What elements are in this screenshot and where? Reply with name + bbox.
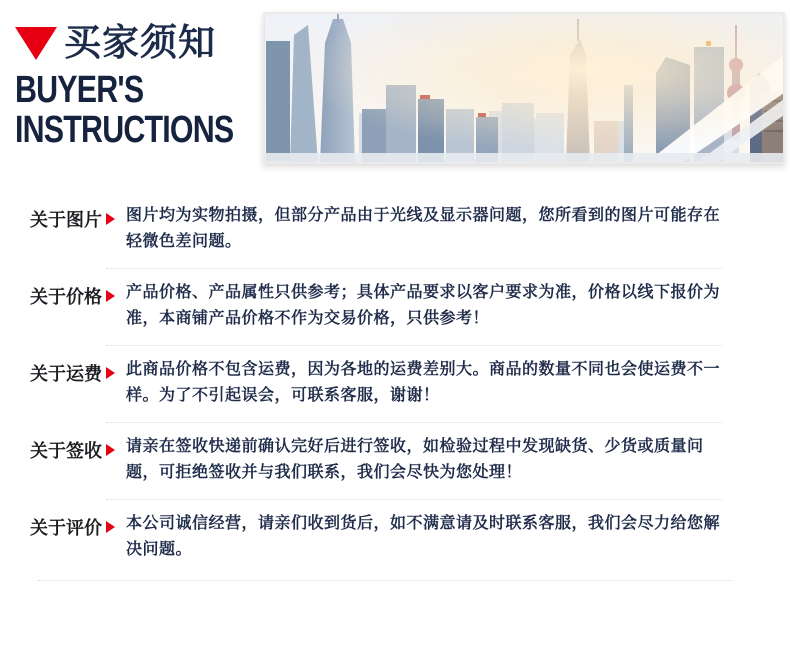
red-arrow-right-icon bbox=[106, 290, 115, 302]
section-about-shipping bbox=[30, 346, 760, 422]
section-label bbox=[30, 514, 126, 540]
section-text: 此商品价格不包含运费，因为各地的运费差别大。商品的数量不同也会使运费不一样。为了不引起误会，可联系客服，谢谢！ bbox=[126, 361, 721, 404]
red-arrow-right-icon bbox=[106, 444, 115, 456]
page-title-chinese: 买家须知 bbox=[64, 22, 216, 63]
page-title-english bbox=[15, 69, 234, 151]
section-divider-last bbox=[38, 580, 732, 581]
red-arrow-right-icon bbox=[106, 521, 115, 533]
section-label bbox=[30, 437, 126, 463]
page-title-english-line2: INSTRUCTIONS bbox=[15, 109, 234, 151]
instruction-list bbox=[0, 164, 790, 581]
section-label bbox=[30, 360, 126, 386]
page-title-english-line1: BUYER'S bbox=[15, 69, 144, 111]
section-label bbox=[30, 283, 126, 309]
section-label-text: 关于图片 bbox=[30, 210, 102, 230]
section-label-text: 关于签收 bbox=[30, 441, 102, 461]
section-label-text: 关于价格 bbox=[30, 287, 102, 307]
red-arrow-right-icon bbox=[106, 367, 115, 379]
red-arrow-right-icon bbox=[106, 213, 115, 225]
section-text: 产品价格、产品属性只供参考；具体产品要求以客户要求为准，价格以线下报价为准，本商铺产品价格不作为交易价格，只供参考！ bbox=[126, 284, 721, 327]
city-skyline-image bbox=[263, 12, 785, 164]
brand-block bbox=[15, 12, 263, 151]
header bbox=[0, 0, 790, 164]
red-triangle-down-icon bbox=[15, 27, 57, 60]
section-text: 请亲在签收快递前确认完好后进行签收，如检验过程中发现缺货、少货或质量问题，可拒绝签收并与我们联系，我们会尽快为您处理！ bbox=[126, 438, 704, 481]
section-label-text: 关于评价 bbox=[30, 518, 102, 538]
section-about-review bbox=[30, 500, 760, 576]
section-about-pictures bbox=[30, 192, 760, 268]
section-label bbox=[30, 206, 126, 232]
section-label-text: 关于运费 bbox=[30, 364, 102, 384]
section-about-price bbox=[30, 269, 760, 345]
section-text: 本公司诚信经营，请亲们收到货后，如不满意请及时联系客服，我们会尽力给您解决问题。 bbox=[126, 515, 721, 558]
section-text: 图片均为实物拍摄，但部分产品由于光线及显示器问题，您所看到的图片可能存在轻微色差问题。 bbox=[126, 207, 721, 250]
section-about-receipt bbox=[30, 423, 760, 499]
